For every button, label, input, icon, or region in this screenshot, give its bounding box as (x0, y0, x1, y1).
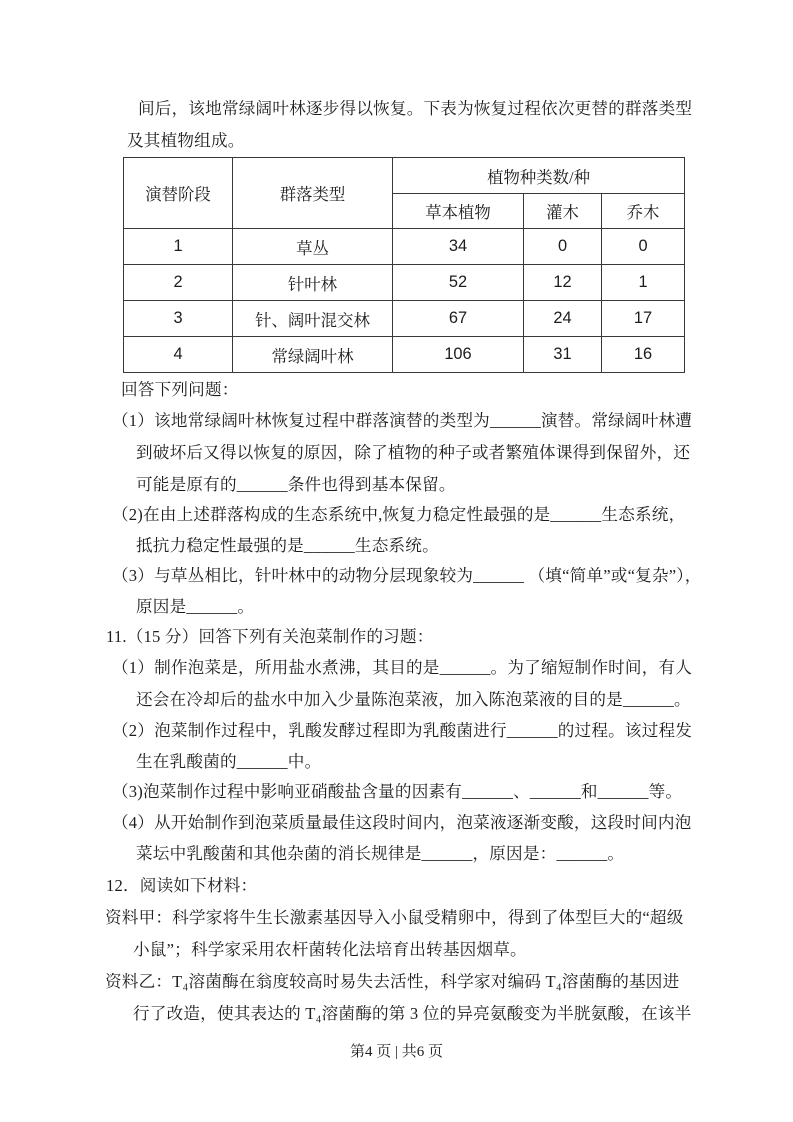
table-header-stage: 演替阶段 (124, 158, 233, 229)
cell-shrub: 31 (524, 337, 602, 373)
table-subheader-shrub: 灌木 (524, 194, 602, 229)
cell-community: 草丛 (233, 229, 393, 265)
cell-community: 针、阔叶混交林 (233, 301, 393, 337)
q12-material-b-line2: 行了改造，使其表达的 T₄溶菌酶的第 3 位的异亮氨酸变为半胱氨酸，在该半 (133, 1004, 692, 1023)
q10-sub3-line2: 原因是______。 (136, 597, 255, 616)
cell-tree: 16 (602, 337, 685, 373)
q11-sub4-line2: 菜坛中乳酸菌和其他杂菌的消长规律是______，原因是：______。 (136, 844, 625, 863)
q10-sub3-line1: （3）与草丛相比，针叶林中的动物分层现象较为______ （填“简单”或“复杂”）， (112, 566, 702, 585)
cell-stage: 3 (124, 301, 233, 337)
cell-community: 常绿阔叶林 (233, 337, 393, 373)
cell-community: 针叶林 (233, 265, 393, 301)
cell-tree: 1 (602, 265, 685, 301)
q11-sub1-line1: （1）制作泡菜是，所用盐水煮沸，其目的是______。为了缩短制作时间，有人 (112, 658, 693, 677)
table-row (124, 301, 685, 337)
cell-herb: 106 (393, 337, 524, 373)
cell-shrub: 0 (524, 229, 602, 265)
q10-sub1-line2: 到破坏后又得以恢复的原因，除了植物的种子或者繁殖体课得到保留外，还 (136, 443, 691, 462)
table-subheader-tree: 乔木 (602, 194, 685, 229)
q10-sub2-line1: （2)在由上述群落构成的生态系统中,恢复力稳定性最强的是______生态系统， (112, 505, 686, 524)
q12-heading: 12．阅读如下材料： (106, 876, 258, 895)
q11-heading: 11.（15 分）回答下列有关泡菜制作的习题： (106, 627, 434, 646)
cell-herb: 52 (393, 265, 524, 301)
table-header-plants: 植物种类数/种 (393, 158, 685, 194)
q10-sub1-line1: （1）该地常绿阔叶林恢复过程中群落演替的类型为______演替。常绿阔叶林遭 (112, 411, 693, 430)
q11-sub2-line1: （2）泡菜制作过程中，乳酸发酵过程即为乳酸菌进行______的过程。该过程发 (112, 721, 693, 740)
intro-line-1: 间后，该地常绿阔叶林逐步得以恢复。下表为恢复过程依次更替的群落类型 (138, 99, 693, 118)
cell-stage: 4 (124, 337, 233, 373)
cell-stage: 1 (124, 229, 233, 265)
q10-sub2-line2: 抵抗力稳定性最强的是______生态系统。 (136, 536, 439, 555)
succession-table (123, 157, 685, 373)
q12-material-a-line1: 资料甲：科学家将牛生长激素基因导入小鼠受精卵中，得到了体型巨大的“超级 (105, 908, 684, 927)
intro-line-2: 及其植物组成。 (127, 131, 245, 150)
cell-herb: 34 (393, 229, 524, 265)
cell-herb: 67 (393, 301, 524, 337)
q11-sub1-line2: 还会在冷却后的盐水中加入少量陈泡菜液，加入陈泡菜液的目的是______。 (136, 690, 691, 709)
cell-stage: 2 (124, 265, 233, 301)
table-header-community: 群落类型 (233, 158, 393, 229)
q10-sub1-line3: 可能是原有的______条件也得到基本保留。 (136, 475, 456, 494)
cell-tree: 0 (602, 229, 685, 265)
page-number-footer: 第4 页 | 共6 页 (349, 1044, 443, 1060)
answer-prompt: 回答下列问题： (121, 380, 239, 399)
table-row (124, 265, 685, 301)
q11-sub3-line1: （3)泡菜制作过程中影响亚硝酸盐含量的因素有______、______和______等。 (112, 782, 683, 801)
cell-shrub: 24 (524, 301, 602, 337)
q11-sub4-line1: （4）从开始制作到泡菜质量最佳这段时间内，泡菜液逐渐变酸，这段时间内泡 (112, 813, 692, 832)
table-row (124, 337, 685, 373)
q12-material-b-line1: 资料乙：T₄溶菌酶在翁度较高时易失去活性，科学家对编码 T₄溶菌酶的基因进 (105, 972, 680, 991)
table-subheader-herb: 草本植物 (393, 194, 524, 229)
cell-shrub: 12 (524, 265, 602, 301)
table-row (124, 229, 685, 265)
cell-tree: 17 (602, 301, 685, 337)
succession-table-wrap (123, 157, 685, 373)
q12-material-a-line2: 小鼠”；科学家采用农杆菌转化法培育出转基因烟草。 (133, 940, 527, 959)
q11-sub2-line2: 生在乳酸菌的______中。 (136, 752, 322, 771)
